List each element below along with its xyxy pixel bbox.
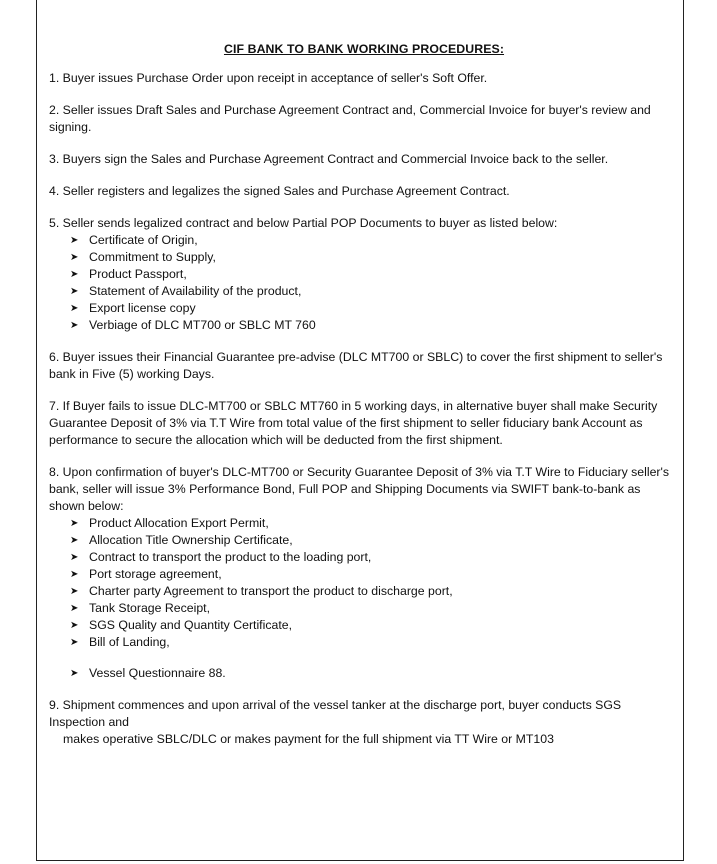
arrow-bullet-icon: ➤ <box>70 269 79 280</box>
arrow-bullet-icon: ➤ <box>70 552 79 563</box>
step-text: 8. Upon confirmation of buyer's DLC-MT700 or Security Guarantee Deposit of 3% via T.T Wire to Fiduciary seller's bank, seller will issue 3% Performance Bond, Full POP and Shipping Documents via SWIFT bank-to-bank as shown below: <box>49 465 670 513</box>
step-5 <box>49 215 679 334</box>
step-4 <box>49 183 679 200</box>
document-title: CIF BANK TO BANK WORKING PROCEDURES: <box>223 42 505 56</box>
step-8 <box>49 464 679 682</box>
list-item <box>68 549 679 566</box>
arrow-bullet-icon: ➤ <box>70 320 79 331</box>
list-item <box>68 617 679 634</box>
arrow-bullet-icon: ➤ <box>70 620 79 631</box>
list-item <box>68 266 679 283</box>
extra-document-list <box>49 665 679 682</box>
list-item-label: Certificate of Origin, <box>89 233 198 247</box>
list-item <box>68 283 679 300</box>
step-6 <box>49 349 679 383</box>
step-text: 6. Buyer issues their Financial Guarantee pre-advise (DLC MT700 or SBLC) to cover the first shipment to seller's bank in Five (5) working Days. <box>49 350 663 381</box>
list-spacer <box>49 651 679 665</box>
list-item-label: SGS Quality and Quantity Certificate, <box>89 618 292 632</box>
list-item-label: Commitment to Supply, <box>89 250 216 264</box>
list-item <box>68 515 679 532</box>
list-item <box>68 665 679 682</box>
step-text: 5. Seller sends legalized contract and below Partial POP Documents to buyer as listed below: <box>49 216 558 230</box>
step-1 <box>49 70 679 87</box>
arrow-bullet-icon: ➤ <box>70 286 79 297</box>
list-item-label: Statement of Availability of the product, <box>89 284 302 298</box>
arrow-bullet-icon: ➤ <box>70 668 79 679</box>
step-text: 2. Seller issues Draft Sales and Purchase Agreement Contract and, Commercial Invoice for buyer's review and signing. <box>49 103 651 134</box>
arrow-bullet-icon: ➤ <box>70 535 79 546</box>
arrow-bullet-icon: ➤ <box>70 303 79 314</box>
list-item <box>68 232 679 249</box>
step-9 <box>49 697 679 748</box>
arrow-bullet-icon: ➤ <box>70 586 79 597</box>
list-item <box>68 300 679 317</box>
step-text-line-1: 9. Shipment commences and upon arrival of the vessel tanker at the discharge port, buyer conducts SGS Inspection and <box>49 698 622 729</box>
list-item-label: Vessel Questionnaire 88. <box>89 666 226 680</box>
list-item-label: Verbiage of DLC MT700 or SBLC MT 760 <box>89 318 316 332</box>
shipping-documents-list <box>49 515 679 651</box>
step-text: 1. Buyer issues Purchase Order upon receipt in acceptance of seller's Soft Offer. <box>49 71 488 85</box>
list-item-label: Bill of Landing, <box>89 635 170 649</box>
pop-documents-list <box>49 232 679 334</box>
step-text: 7. If Buyer fails to issue DLC-MT700 or SBLC MT760 in 5 working days, in alternative buyer shall make Security Guarantee Deposit of 3% via T.T Wire from total value of the first shipment to seller fiduciary bank Account as performance to secure the allocation which will be deducted from the first shipment. <box>49 399 658 447</box>
step-text-line-2: makes operative SBLC/DLC or makes payment for the full shipment via TT Wire or MT103 <box>63 732 554 746</box>
step-7 <box>49 398 679 449</box>
list-item-label: Allocation Title Ownership Certificate, <box>89 533 293 547</box>
step-text: 3. Buyers sign the Sales and Purchase Agreement Contract and Commercial Invoice back to the seller. <box>49 152 609 166</box>
document-body <box>49 41 679 763</box>
list-item <box>68 566 679 583</box>
list-item-label: Port storage agreement, <box>89 567 222 581</box>
list-item <box>68 634 679 651</box>
list-item <box>68 600 679 617</box>
list-item <box>68 583 679 600</box>
list-item-label: Charter party Agreement to transport the product to discharge port, <box>89 584 453 598</box>
list-item-label: Product Passport, <box>89 267 187 281</box>
step-text: 4. Seller registers and legalizes the signed Sales and Purchase Agreement Contract. <box>49 184 510 198</box>
list-item-label: Export license copy <box>89 301 196 315</box>
arrow-bullet-icon: ➤ <box>70 603 79 614</box>
list-item-label: Product Allocation Export Permit, <box>89 516 269 530</box>
arrow-bullet-icon: ➤ <box>70 518 79 529</box>
list-item-label: Contract to transport the product to the loading port, <box>89 550 372 564</box>
list-item <box>68 249 679 266</box>
step-3 <box>49 151 679 168</box>
list-item <box>68 317 679 334</box>
list-item-label: Tank Storage Receipt, <box>89 601 210 615</box>
list-item <box>68 532 679 549</box>
arrow-bullet-icon: ➤ <box>70 235 79 246</box>
arrow-bullet-icon: ➤ <box>70 637 79 648</box>
arrow-bullet-icon: ➤ <box>70 569 79 580</box>
step-2 <box>49 102 679 136</box>
arrow-bullet-icon: ➤ <box>70 252 79 263</box>
